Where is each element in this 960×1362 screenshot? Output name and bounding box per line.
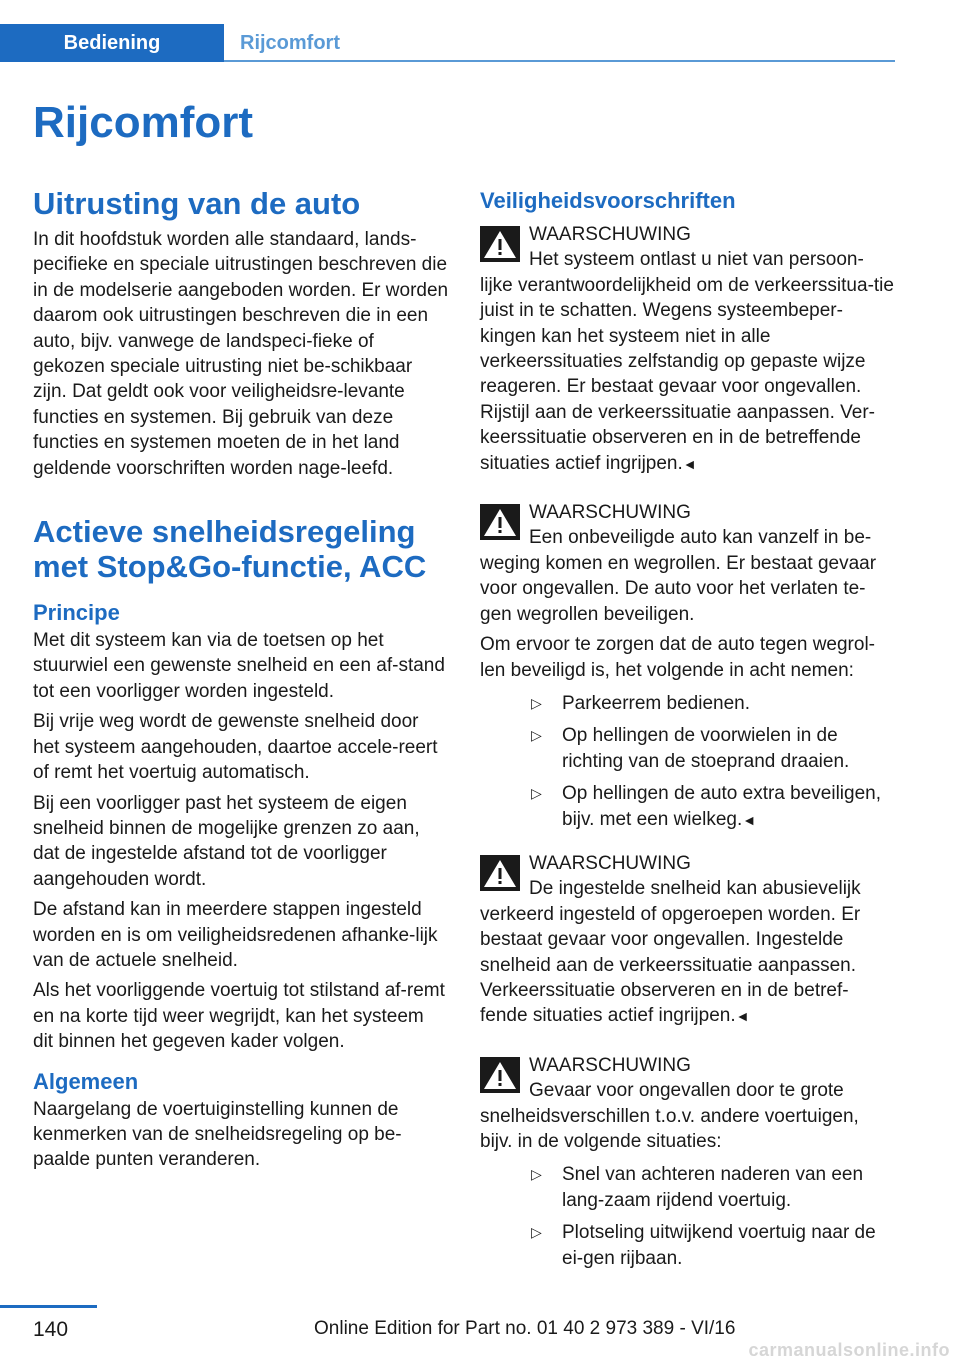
bullet-icon: ▷ — [531, 727, 542, 744]
section-title-veiligheid: Veiligheidsvoorschriften — [480, 188, 736, 213]
warning-triangle-icon — [480, 504, 520, 540]
warning-block — [480, 222, 896, 477]
warning-text: Om ervoor te zorgen dat de auto tegen wegrol-len beveiligd is, het volgende in acht nemen: — [480, 634, 876, 681]
warning-text: Gevaar voor ongevallen door te grote — [529, 1080, 844, 1102]
subsection-title-principe: Principe — [33, 600, 120, 626]
header-bar — [0, 24, 895, 62]
tab-bediening[interactable]: Bediening — [0, 24, 224, 62]
warning-triangle-icon — [480, 226, 520, 262]
warning-block — [480, 500, 896, 833]
paragraph: Naargelang de voertuiginstelling kunnen de kenmerken van de snelheidsregeling op be-paalde punten veranderen. — [33, 1098, 402, 1171]
bullet-icon: ▷ — [531, 785, 542, 802]
page-number: 140 — [33, 1318, 69, 1341]
section-title-uitrusting: Uitrusting van de auto — [33, 186, 361, 221]
warning-block — [480, 851, 896, 1030]
list-item: ▷ Parkeerrem bedienen. — [529, 691, 896, 716]
paragraph: Met dit systeem kan via de toetsen op het stuurwiel een gewenste snelheid en een af-stand tot een voorligger worden ingesteld. — [33, 630, 445, 702]
list-item: ▷ Plotseling uitwijkend voertuig naar de ei-gen rijbaan. — [531, 1222, 876, 1269]
list-item: ▷ Snel van achteren naderen van een lang-zaam rijdend voertuig. — [531, 1164, 864, 1211]
bullet-list — [529, 691, 896, 833]
bullet-icon: ▷ — [531, 1166, 542, 1183]
warning-block — [480, 1053, 896, 1271]
warning-text: Het systeem ontlast u niet van persoon- — [529, 249, 864, 271]
warning-text: snelheidsverschillen t.o.v. andere voertuigen, bijv. in de volgende situaties: — [480, 1105, 859, 1152]
subsection-title-algemeen: Algemeen — [33, 1068, 139, 1094]
warning-triangle-icon — [480, 855, 520, 891]
warning-triangle-icon — [480, 1057, 520, 1093]
warning-text: weging komen en wegrollen. Er bestaat gevaar voor ongevallen. De auto voor het verlaten te-gen wegrollen beveiligen. — [480, 552, 877, 625]
list-item: ▷ Op hellingen de auto extra beveiligen, bijv. met een wielkeg.◄ — [531, 783, 882, 830]
warning-label: WAARSCHUWING — [529, 502, 691, 524]
tab-rijcomfort[interactable]: Rijcomfort — [240, 31, 340, 54]
section-title-acc: Actieve snelheidsregeling met Stop&Go-functie, ACC — [33, 514, 427, 585]
paragraph: De afstand kan in meerdere stappen ingesteld worden en is om veiligheidsredenen afhanke-lijk van de actuele snelheid. — [33, 899, 438, 971]
header-divider — [224, 60, 895, 62]
end-mark-icon: ◄ — [735, 1008, 750, 1025]
warning-label: WAARSCHUWING — [529, 1054, 691, 1076]
bullet-icon: ▷ — [531, 694, 542, 711]
warning-label: WAARSCHUWING — [529, 852, 691, 874]
warning-label: WAARSCHUWING — [529, 224, 691, 245]
bullet-icon: ▷ — [531, 1224, 542, 1241]
watermark: carmanualsonline.info — [748, 1340, 950, 1360]
warning-text: Een onbeveiligde auto kan vanzelf in be- — [529, 527, 872, 549]
warning-text: verkeerd ingesteld of opgeroepen worden. Er bestaat gevaar voor ongevallen. Ingestelde snelheid aan de verkeerssituatie aanpassen. Verkeerssituatie observeren en in de betref-fende situaties actief ingrijpen.◄ — [480, 903, 861, 1027]
paragraph: In dit hoofdstuk worden alle standaard, lands-pecifieke en speciale uitrustingen beschreven die in de modelserie aangeboden worden. Er worden daarom ook uitrustingen beschreven die in een auto, bijv. vanwege de landspeci-fieke of gekozen speciale uitrusting niet be-schikbaar zijn. Dat geldt ook voor veiligheidsre-levante functies en systemen. Bij gebruik van deze functies en systemen moeten de in het land geldende voorschriften worden nage-leefd. — [33, 229, 449, 479]
edition-note: Online Edition for Part no. 01 40 2 973 389 - VI/16 — [314, 1318, 736, 1339]
paragraph: Bij een voorligger past het systeem de eigen snelheid binnen de mogelijke grenzen zo aan, dat de ingestelde afstand tot de voorligger aangehouden wordt. — [33, 792, 420, 890]
page-number-rule — [0, 1305, 97, 1308]
warning-text: De ingestelde snelheid kan abusievelijk — [529, 878, 861, 900]
right-column — [480, 186, 896, 1271]
paragraph: Als het voorliggende voertuig tot stilstand af-remt en na korte tijd weer wegrijdt, kan het systeem dit binnen het gegeven kader volgen. — [33, 980, 445, 1053]
left-column — [33, 186, 449, 1173]
page-title: Rijcomfort — [33, 98, 253, 147]
end-mark-icon: ◄ — [682, 455, 697, 472]
end-mark-icon: ◄ — [742, 811, 757, 828]
paragraph: Bij vrije weg wordt de gewenste snelheid door het systeem aangehouden, daartoe accele-reert of remt het voertuig automatisch. — [33, 711, 438, 784]
bullet-list — [529, 1162, 896, 1271]
list-item: ▷ Op hellingen de voorwielen in de richting van de stoeprand draaien. — [531, 725, 850, 772]
warning-text: lijke verantwoordelijkheid om de verkeerssitua-tie juist in te schatten. Wegens systeembeper-kingen kan het systeem niet in alle verkeerssituaties zelfstandig op gepaste wijze reageren. Er bestaat gevaar voor ongevallen. Rijstijl aan de verkeerssituatie aanpassen. Ver-keerssituatie observeren en in de betreffende situaties actief ingrijpen.◄ — [480, 274, 894, 474]
